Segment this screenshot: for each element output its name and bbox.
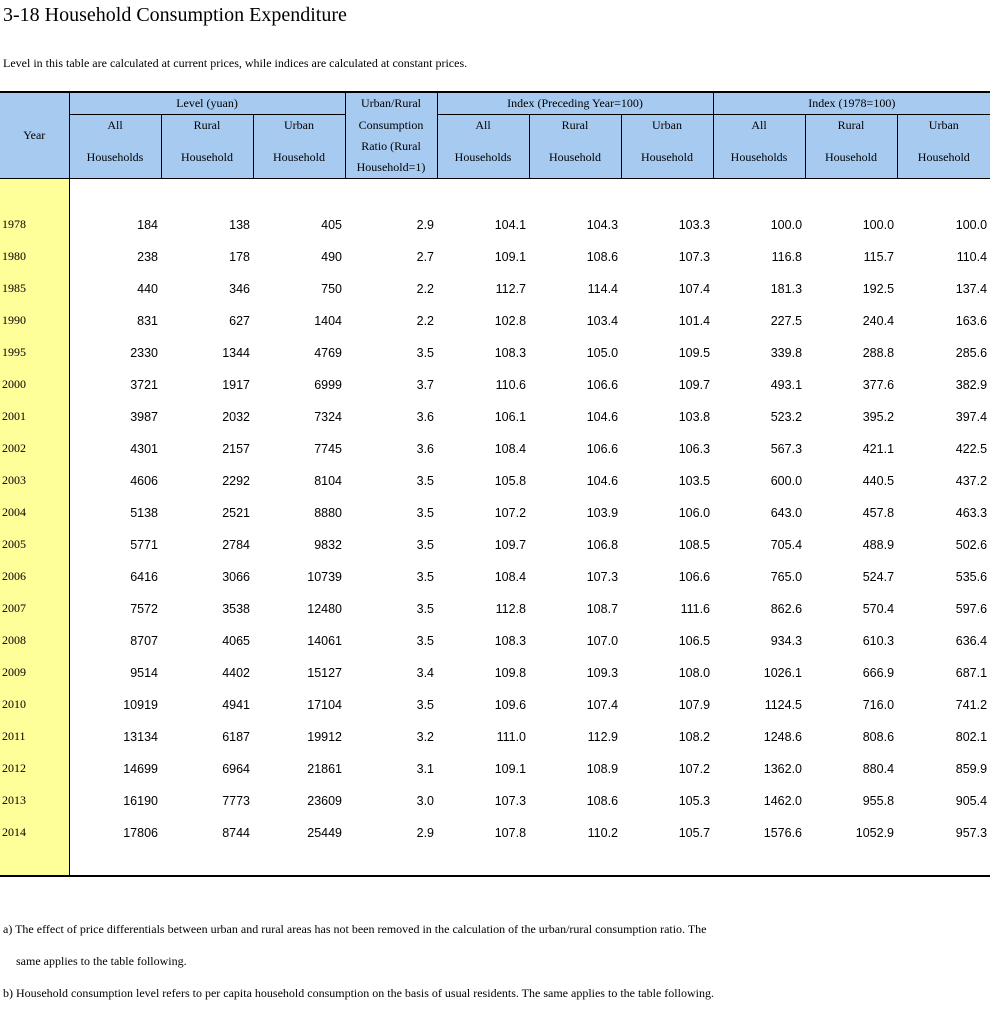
value-cell: 106.0 [678, 505, 711, 520]
value-cell: 463.3 [955, 505, 988, 520]
index-prev-rural-header-line2: Household [529, 136, 621, 179]
value-cell: 524.7 [862, 569, 895, 584]
value-cell: 3.5 [416, 569, 435, 584]
value-cell: 107.8 [494, 825, 527, 840]
value-cell: 112.7 [495, 281, 527, 296]
value-cell: 19912 [307, 729, 343, 744]
value-cell: 610.3 [862, 633, 895, 648]
value-cell: 138 [229, 217, 250, 232]
value-cell: 238 [137, 249, 158, 264]
value-cell: 346 [229, 281, 250, 296]
table-row [0, 653, 990, 685]
value-cell: 3721 [130, 377, 158, 392]
value-cell: 137.4 [955, 281, 988, 296]
level-all-header-line2: Households [69, 136, 161, 179]
value-cell: 570.4 [862, 601, 895, 616]
year-cell: 1995 [0, 333, 69, 365]
value-cell: 111.6 [680, 601, 711, 616]
index-1978-urban-header-line1: Urban [897, 115, 990, 137]
value-cell: 750 [321, 281, 343, 296]
value-cell: 106.6 [678, 569, 711, 584]
value-cell: 9514 [130, 665, 158, 680]
year-cell: 2005 [0, 525, 69, 557]
value-cell: 3.5 [416, 473, 435, 488]
value-cell: 2.9 [416, 825, 435, 840]
value-cell: 192.5 [862, 281, 895, 296]
value-cell: 1248.6 [763, 729, 803, 744]
year-cell: 2014 [0, 813, 69, 845]
value-cell: 103.4 [586, 313, 619, 328]
value-cell: 100.0 [955, 217, 988, 232]
value-cell: 600.0 [770, 473, 803, 488]
year-cell: 1985 [0, 269, 69, 301]
year-cell: 2008 [0, 621, 69, 653]
value-cell: 105.7 [678, 825, 711, 840]
page-title: 3-18 Household Consumption Expenditure [3, 4, 347, 26]
value-cell: 108.6 [586, 249, 619, 264]
value-cell: 112.8 [495, 601, 527, 616]
value-cell: 108.4 [494, 441, 527, 456]
value-cell: 2784 [222, 537, 250, 552]
year-cell: 2004 [0, 493, 69, 525]
value-cell: 3.5 [416, 633, 435, 648]
value-cell: 397.4 [955, 409, 988, 424]
value-cell: 108.9 [586, 761, 619, 776]
value-cell: 437.2 [955, 473, 988, 488]
index-1978-group-header: Index (1978=100) [713, 92, 990, 115]
year-cell: 2010 [0, 685, 69, 717]
value-cell: 955.8 [862, 793, 895, 808]
value-cell: 103.3 [678, 217, 711, 232]
value-cell: 1362.0 [763, 761, 803, 776]
table-row [0, 461, 990, 493]
ratio-header-line4: Household=1) [356, 160, 426, 174]
value-cell: 687.1 [955, 665, 988, 680]
value-cell: 106.6 [586, 377, 619, 392]
value-cell: 109.7 [678, 377, 711, 392]
bottom-spacer-row [0, 845, 990, 876]
value-cell: 108.3 [494, 633, 527, 648]
value-cell: 1576.6 [763, 825, 803, 840]
value-cell: 421.1 [862, 441, 895, 456]
level-all-header-line1: All [69, 115, 161, 137]
value-cell: 106.5 [678, 633, 711, 648]
index-prev-urban-header-line2: Household [621, 136, 713, 179]
value-cell: 567.3 [770, 441, 803, 456]
index-1978-all-header-line1: All [713, 115, 805, 137]
value-cell: 25449 [307, 825, 343, 840]
value-cell: 163.6 [955, 313, 988, 328]
value-cell: 105.0 [586, 345, 619, 360]
level-urban-header-line1: Urban [253, 115, 345, 137]
table-row [0, 397, 990, 429]
table-row [0, 749, 990, 781]
value-cell: 3.1 [416, 761, 435, 776]
index-1978-rural-header-line1: Rural [805, 115, 897, 137]
value-cell: 184 [137, 217, 158, 232]
value-cell: 109.1 [494, 761, 527, 776]
value-cell: 2.2 [416, 313, 435, 328]
value-cell: 240.4 [862, 313, 895, 328]
index-prev-all-header-line1: All [437, 115, 529, 137]
value-cell: 112.9 [587, 729, 619, 744]
value-cell: 339.8 [770, 345, 803, 360]
consumption-table [0, 91, 990, 877]
value-cell: 1344 [222, 345, 250, 360]
value-cell: 109.6 [494, 697, 527, 712]
value-cell: 108.5 [678, 537, 711, 552]
value-cell: 108.7 [586, 601, 619, 616]
footnote-a-line1: a) The effect of price differentials between urban and rural areas has not been removed in the calculation of the urban/rural consumption ratio. The [3, 922, 707, 936]
value-cell: 105.8 [494, 473, 527, 488]
value-cell: 3538 [222, 601, 250, 616]
table-row [0, 365, 990, 397]
value-cell: 21861 [307, 761, 343, 776]
year-cell: 1990 [0, 301, 69, 333]
value-cell: 104.6 [586, 409, 619, 424]
value-cell: 4301 [130, 441, 158, 456]
year-cell: 2002 [0, 429, 69, 461]
value-cell: 490 [321, 249, 343, 264]
value-cell: 6416 [130, 569, 158, 584]
value-cell: 10919 [123, 697, 158, 712]
value-cell: 3.7 [416, 377, 435, 392]
value-cell: 16190 [123, 793, 158, 808]
value-cell: 382.9 [955, 377, 988, 392]
value-cell: 104.3 [586, 217, 619, 232]
year-cell: 2013 [0, 781, 69, 813]
value-cell: 8880 [314, 505, 343, 520]
value-cell: 3.5 [416, 697, 435, 712]
value-cell: 109.8 [494, 665, 527, 680]
value-cell: 106.8 [586, 537, 619, 552]
value-cell: 705.4 [770, 537, 803, 552]
index-prev-urban-header-line1: Urban [621, 115, 713, 137]
value-cell: 802.1 [955, 729, 988, 744]
value-cell: 1404 [314, 313, 343, 328]
value-cell: 488.9 [862, 537, 895, 552]
year-cell: 2003 [0, 461, 69, 493]
value-cell: 395.2 [862, 409, 895, 424]
value-cell: 108.6 [586, 793, 619, 808]
value-cell: 100.0 [862, 217, 895, 232]
value-cell: 103.9 [586, 505, 619, 520]
value-cell: 880.4 [862, 761, 895, 776]
value-cell: 643.0 [770, 505, 803, 520]
value-cell: 17104 [307, 697, 343, 712]
year-cell: 2012 [0, 749, 69, 781]
ratio-header-line2: Consumption [345, 115, 437, 137]
value-cell: 110.2 [587, 825, 619, 840]
value-cell: 14699 [123, 761, 158, 776]
value-cell: 17806 [123, 825, 158, 840]
value-cell: 107.9 [678, 697, 711, 712]
value-cell: 627 [229, 313, 250, 328]
value-cell: 3.5 [416, 537, 435, 552]
value-cell: 105.3 [678, 793, 711, 808]
value-cell: 3.4 [416, 665, 435, 680]
value-cell: 104.1 [494, 217, 527, 232]
value-cell: 808.6 [862, 729, 895, 744]
table-note: Level in this table are calculated at current prices, while indices are calculated at constant prices. [3, 56, 468, 70]
value-cell: 7773 [222, 793, 250, 808]
value-cell: 102.8 [494, 313, 527, 328]
value-cell: 1917 [222, 377, 250, 392]
value-cell: 23609 [307, 793, 343, 808]
table-row [0, 269, 990, 301]
ratio-header-line3: Ratio (Rural [361, 139, 421, 153]
year-cell: 2009 [0, 653, 69, 685]
value-cell: 106.3 [678, 441, 711, 456]
value-cell: 8104 [314, 473, 343, 488]
table-row [0, 557, 990, 589]
table-row [0, 813, 990, 845]
value-cell: 3.6 [416, 441, 435, 456]
value-cell: 5138 [130, 505, 158, 520]
value-cell: 109.7 [494, 537, 527, 552]
value-cell: 107.3 [678, 249, 711, 264]
value-cell: 523.2 [770, 409, 803, 424]
value-cell: 108.2 [678, 729, 711, 744]
value-cell: 957.3 [955, 825, 988, 840]
year-cell: 2001 [0, 397, 69, 429]
footnote-a-line2: same applies to the table following. [16, 954, 187, 968]
value-cell: 107.3 [586, 569, 619, 584]
value-cell: 405 [321, 217, 343, 232]
value-cell: 1462.0 [763, 793, 803, 808]
value-cell: 103.5 [678, 473, 711, 488]
table-row [0, 237, 990, 269]
value-cell: 110.6 [495, 377, 527, 392]
table-row [0, 621, 990, 653]
value-cell: 109.1 [494, 249, 527, 264]
level-urban-header-line2: Household [253, 136, 345, 179]
value-cell: 227.5 [770, 313, 803, 328]
value-cell: 2.2 [416, 281, 435, 296]
value-cell: 440 [137, 281, 158, 296]
value-cell: 108.3 [494, 345, 527, 360]
value-cell: 10739 [307, 569, 343, 584]
value-cell: 107.4 [678, 281, 711, 296]
value-cell: 4769 [314, 345, 343, 360]
ratio-header-line34 [345, 136, 437, 179]
value-cell: 178 [229, 249, 250, 264]
value-cell: 107.4 [586, 697, 619, 712]
value-cell: 4065 [222, 633, 250, 648]
index-preceding-group-header: Index (Preceding Year=100) [437, 92, 713, 115]
value-cell: 107.2 [494, 505, 527, 520]
value-cell: 107.0 [586, 633, 619, 648]
value-cell: 422.5 [955, 441, 988, 456]
top-spacer-row [0, 179, 990, 206]
level-rural-header-line2: Household [161, 136, 253, 179]
value-cell: 457.8 [862, 505, 895, 520]
value-cell: 2292 [222, 473, 250, 488]
value-cell: 3.5 [416, 601, 435, 616]
value-cell: 110.4 [956, 249, 988, 264]
year-cell: 2006 [0, 557, 69, 589]
value-cell: 4941 [222, 697, 250, 712]
value-cell: 288.8 [862, 345, 895, 360]
value-cell: 859.9 [955, 761, 988, 776]
level-rural-header-line1: Rural [161, 115, 253, 137]
value-cell: 106.1 [494, 409, 527, 424]
year-cell: 1978 [0, 205, 69, 237]
value-cell: 107.3 [494, 793, 527, 808]
table-row [0, 589, 990, 621]
value-cell: 831 [137, 313, 158, 328]
value-cell: 3.6 [416, 409, 435, 424]
value-cell: 3987 [130, 409, 158, 424]
ratio-header-line1: Urban/Rural [345, 92, 437, 115]
value-cell: 181.3 [770, 281, 803, 296]
value-cell: 109.5 [678, 345, 711, 360]
value-cell: 716.0 [862, 697, 895, 712]
value-cell: 2157 [222, 441, 250, 456]
value-cell: 103.8 [678, 409, 711, 424]
year-cell: 2000 [0, 365, 69, 397]
value-cell: 15127 [307, 665, 343, 680]
value-cell: 115.7 [863, 249, 895, 264]
value-cell: 765.0 [770, 569, 803, 584]
value-cell: 14061 [307, 633, 343, 648]
value-cell: 3.2 [416, 729, 435, 744]
value-cell: 597.6 [955, 601, 988, 616]
value-cell: 4606 [130, 473, 158, 488]
value-cell: 108.4 [494, 569, 527, 584]
value-cell: 2330 [130, 345, 158, 360]
value-cell: 6999 [314, 377, 343, 392]
year-column-header: Year [0, 92, 69, 179]
value-cell: 502.6 [955, 537, 988, 552]
value-cell: 107.2 [678, 761, 711, 776]
value-cell: 440.5 [862, 473, 895, 488]
index-prev-all-header-line2: Households [437, 136, 529, 179]
table-row [0, 525, 990, 557]
value-cell: 3.5 [416, 505, 435, 520]
value-cell: 2521 [222, 505, 250, 520]
table-row [0, 205, 990, 237]
value-cell: 741.2 [955, 697, 988, 712]
value-cell: 1026.1 [763, 665, 803, 680]
value-cell: 106.6 [586, 441, 619, 456]
value-cell: 905.4 [955, 793, 988, 808]
value-cell: 8707 [130, 633, 158, 648]
value-cell: 285.6 [955, 345, 988, 360]
footnote-b: b) Household consumption level refers to per capita household consumption on the basis of usual residents. The same applies to the table following. [3, 986, 714, 1000]
value-cell: 114.4 [587, 281, 619, 296]
value-cell: 7745 [314, 441, 343, 456]
index-1978-urban-header-line2: Household [897, 136, 990, 179]
value-cell: 3.5 [416, 345, 435, 360]
value-cell: 116.8 [771, 249, 803, 264]
value-cell: 111.0 [496, 729, 527, 744]
value-cell: 9832 [314, 537, 343, 552]
value-cell: 7324 [314, 409, 343, 424]
value-cell: 12480 [307, 601, 343, 616]
value-cell: 377.6 [862, 377, 895, 392]
value-cell: 493.1 [770, 377, 803, 392]
value-cell: 862.6 [770, 601, 803, 616]
value-cell: 104.6 [586, 473, 619, 488]
index-prev-rural-header-line1: Rural [529, 115, 621, 137]
value-cell: 1124.5 [764, 697, 803, 712]
value-cell: 6187 [222, 729, 250, 744]
level-group-header: Level (yuan) [69, 92, 345, 115]
value-cell: 3.0 [416, 793, 435, 808]
value-cell: 636.4 [955, 633, 988, 648]
year-cell: 1980 [0, 237, 69, 269]
year-cell: 2007 [0, 589, 69, 621]
value-cell: 2032 [222, 409, 250, 424]
table-row [0, 493, 990, 525]
index-1978-rural-header-line2: Household [805, 136, 897, 179]
year-cell: 2011 [0, 717, 69, 749]
table-row [0, 781, 990, 813]
value-cell: 2.9 [416, 217, 435, 232]
value-cell: 4402 [222, 665, 250, 680]
table-body [0, 179, 990, 877]
value-cell: 108.0 [678, 665, 711, 680]
table-row [0, 429, 990, 461]
value-cell: 100.0 [770, 217, 803, 232]
value-cell: 5771 [130, 537, 158, 552]
value-cell: 666.9 [862, 665, 895, 680]
value-cell: 2.7 [416, 249, 435, 264]
value-cell: 8744 [222, 825, 250, 840]
table-row [0, 717, 990, 749]
table-row [0, 685, 990, 717]
table-row [0, 301, 990, 333]
value-cell: 934.3 [770, 633, 803, 648]
value-cell: 13134 [123, 729, 158, 744]
value-cell: 109.3 [586, 665, 619, 680]
value-cell: 7572 [130, 601, 158, 616]
value-cell: 535.6 [955, 569, 988, 584]
index-1978-all-header-line2: Households [713, 136, 805, 179]
value-cell: 101.4 [678, 313, 711, 328]
value-cell: 3066 [222, 569, 250, 584]
value-cell: 6964 [222, 761, 250, 776]
value-cell: 1052.9 [855, 825, 895, 840]
table-row [0, 333, 990, 365]
